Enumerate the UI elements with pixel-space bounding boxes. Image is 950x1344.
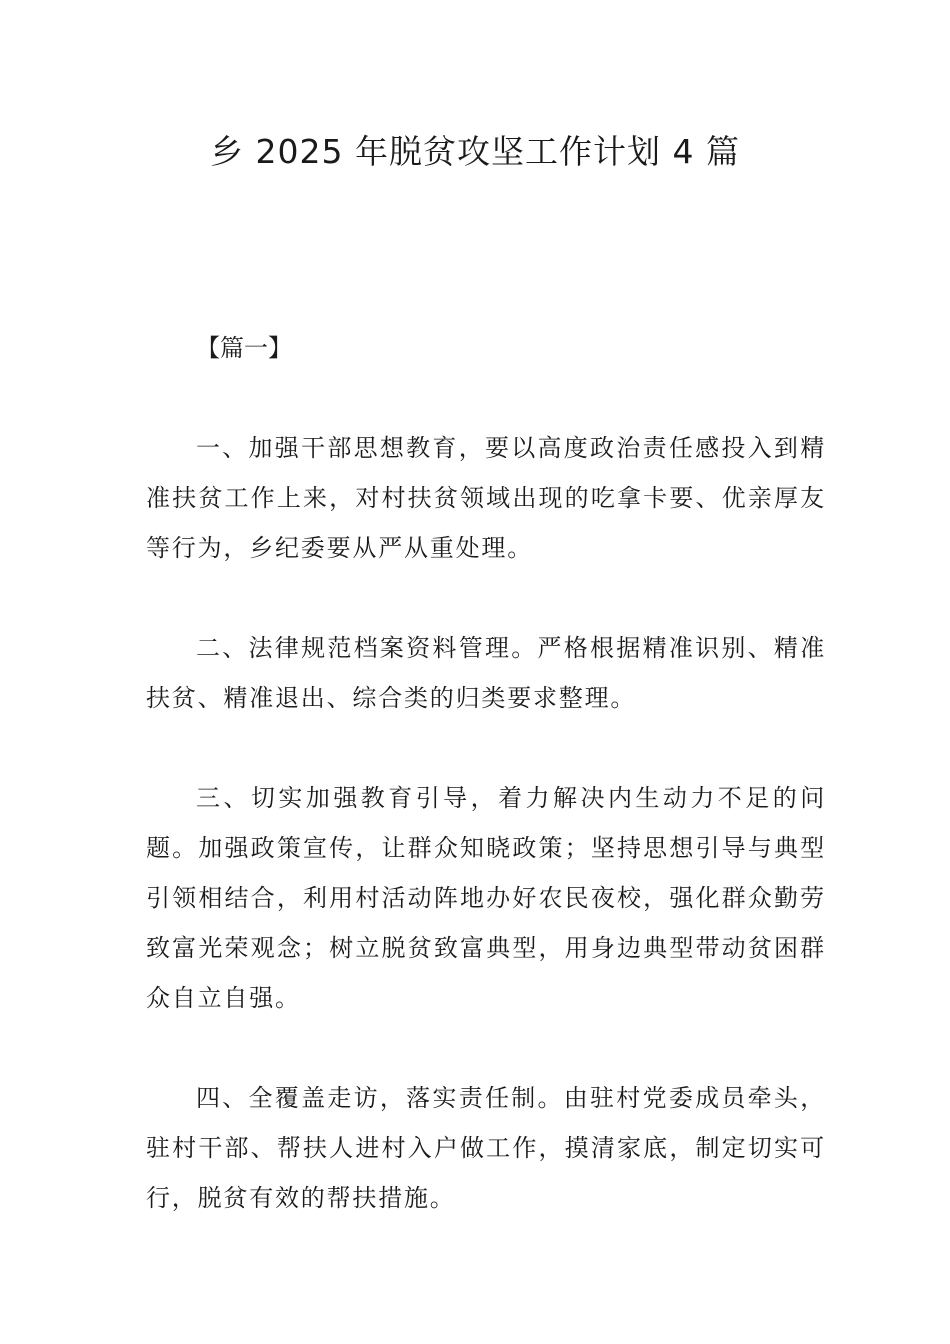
section-label: 【篇一】	[196, 334, 292, 362]
document-title: 乡 2025 年脱贫攻坚工作计划 4 篇	[210, 132, 740, 171]
paragraph-4: 四、全覆盖走访，落实责任制。由驻村党委成员牵头，驻村干部、帮扶人进村入户做工作，摸清家底，制定切实可行，脱贫有效的帮扶措施。	[146, 1084, 826, 1212]
paragraph-3: 三、切实加强教育引导，着力解决内生动力不足的问题。加强政策宣传，让群众知晓政策；坚持思想引导与典型引领相结合，利用村活动阵地办好农民夜校，强化群众勤劳致富光荣观念；树立脱贫致富典型，用身边典型带动贫困群众自立自强。	[146, 784, 826, 1012]
paragraph-1: 一、加强干部思想教育，要以高度政治责任感投入到精准扶贫工作上来，对村扶贫领域出现的吃拿卡要、优亲厚友等行为，乡纪委要从严从重处理。	[146, 434, 826, 562]
paragraph-2: 二、法律规范档案资料管理。严格根据精准识别、精准扶贫、精准退出、综合类的归类要求整理。	[146, 634, 826, 712]
